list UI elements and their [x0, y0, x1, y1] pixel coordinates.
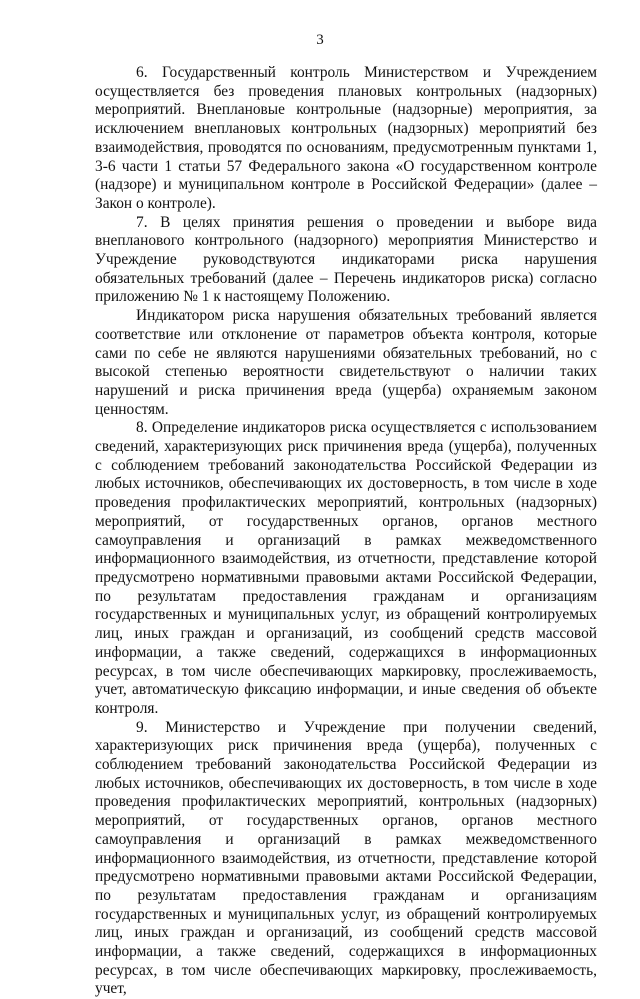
paragraph-8: 8. Определение индикаторов риска осуществляется с использованием сведений, характеризующих риск причинения вреда (ущерба), полученных с соблюдением требований законодательства Российской Федерации из любых источников, обеспечивающих их достоверность, в том числе в ходе проведения профилактических мероприятий, контрольных (надзорных) мероприятий, от государственных органов, органов местного самоуправления и организаций в рамках межведомственного информационного взаимодействия, из отчетности, представление которой предусмотрено нормативными правовыми актами Российской Федерации, по результатам предоставления гражданам и организациям государственных и муниципальных услуг, из обращений контролируемых лиц, иных граждан и организаций, из сообщений средств массовой информации, а также сведений, содержащихся в информационных ресурсах, в том числе обеспечивающих маркировку, прослеживаемость, учет, автоматическую фиксацию информации, и иные сведения об объекте контроля. — [95, 419, 597, 717]
document-body — [95, 64, 597, 999]
page-number: 3 — [316, 32, 324, 48]
paragraph-7: 7. В целях принятия решения о проведении и выборе вида внепланового контрольного (надзорного) мероприятия Министерство и Учреждение руководствуются индикаторами риска нарушения обязательных требований (далее – Перечень индикаторов риска) согласно приложению № 1 к настоящему Положению. — [95, 213, 597, 306]
paragraph-6: 6. Государственный контроль Министерством и Учреждением осуществляется без проведения плановых контрольных (надзорных) мероприятий. Внеплановые контрольные (надзорные) мероприятия, за исключением внеплановых контрольных (надзорных) мероприятий без взаимодействия, проводятся по основаниям, предусмотренным пунктами 1, 3-6 части 1 статьи 57 Федерального закона «О государственном контроле (надзоре) и муниципальном контроле в Российской Федерации» (далее – Закон о контроле). — [95, 64, 597, 212]
paragraph-9: 9. Министерство и Учреждение при получении сведений, характеризующих риск причинения вреда (ущерба), полученных с соблюдением требований законодательства Российской Федерации из любых источников, обеспечивающих их достоверность, в том числе в ходе проведения профилактических мероприятий, контрольных (надзорных) мероприятий, от государственных органов, органов местного самоуправления и организаций в рамках межведомственного информационного взаимодействия, из отчетности, представление которой предусмотрено нормативными правовыми актами Российской Федерации, по результатам предоставления гражданам и организациям государственных и муниципальных услуг, из обращений контролируемых лиц, иных граждан и организаций, из сообщений средств массовой информации, а также сведений, содержащихся в информационных ресурсах, в том числе обеспечивающих маркировку, прослеживаемость, учет, — [95, 718, 597, 998]
paragraph-risk-indicator-definition: Индикатором риска нарушения обязательных требований является соответствие или отклонение от параметров объекта контроля, которые сами по себе не являются нарушениями обязательных требований, но с высокой степенью вероятности свидетельствуют о наличии таких нарушений и риска причинения вреда (ущерба) охраняемым законом ценностям. — [95, 307, 597, 418]
